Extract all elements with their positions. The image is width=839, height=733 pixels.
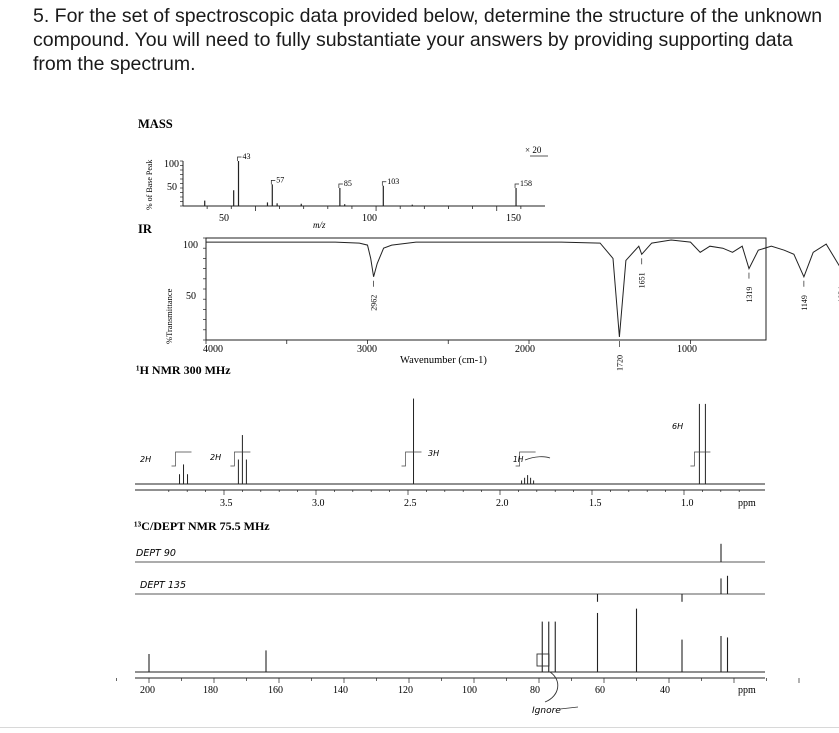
ir-spectrum	[138, 222, 839, 371]
h-nmr-xtick-3.0: 3.0	[312, 498, 325, 509]
ir-peak-label: 1720	[615, 354, 625, 371]
c-nmr-spectrum	[117, 519, 800, 716]
ir-xlabel: Wavenumber (cm-1)	[400, 355, 487, 366]
question-text: 5. For the set of spectroscopic data provided below, determine the structure of the unknown compound. You will need to fully substantiate your answers by providing supporting data from the spectrum.	[33, 5, 823, 75]
h-nmr-integral	[690, 452, 710, 466]
ir-xtick-4000: 4000	[203, 344, 223, 355]
c-nmr-title: ¹³C/DEPT NMR 75.5 MHz	[134, 519, 270, 533]
c-nmr-xtick-80: 80	[530, 685, 540, 696]
h-nmr-xtick-1.5: 1.5	[589, 498, 602, 509]
ir-ytick-50: 50	[186, 291, 196, 302]
ir-peak-label: 2962	[369, 294, 379, 311]
h-nmr-spectrum	[135, 363, 765, 509]
mass-xtick-150: 150	[506, 213, 521, 224]
ir-ylabel: %Transmittance	[164, 288, 174, 344]
mass-ytick-100: 100	[164, 159, 179, 170]
ir-peak-label: 1319	[744, 286, 754, 303]
h-nmr-note-1h: 1H	[513, 455, 524, 464]
c-nmr-xtick-140: 140	[333, 685, 348, 696]
c-nmr-xtick-60: 60	[595, 685, 605, 696]
mass-peak-label: 43	[242, 152, 251, 161]
h-nmr-integral	[172, 452, 192, 466]
c-nmr-ignore-box	[537, 654, 549, 666]
c-nmr-xtick-120: 120	[398, 685, 413, 696]
mass-scale-note: × 20	[525, 145, 542, 155]
c-nmr-unit: ppm	[738, 685, 756, 696]
ir-xtick-1000: 1000	[677, 344, 697, 355]
dept90-label: DEPT 90	[136, 548, 176, 559]
c-nmr-xtick-160: 160	[268, 685, 283, 696]
h-nmr-note-3h: 3H	[428, 449, 440, 458]
c-nmr-ignore-note: Ignore	[532, 706, 561, 716]
h-nmr-integral	[402, 452, 422, 466]
ir-ytick-100: 100	[183, 240, 198, 251]
ir-peak-label: 1651	[637, 272, 647, 289]
h-nmr-title: ¹H NMR 300 MHz	[136, 363, 231, 377]
h-nmr-note-2h-a: 2H	[140, 455, 152, 464]
mass-ytick-50: 50	[167, 182, 177, 193]
h-nmr-note-6h: 6H	[672, 422, 684, 431]
h-nmr-integral	[230, 452, 250, 466]
c-nmr-xtick-100: 100	[462, 685, 477, 696]
dept135-label: DEPT 135	[140, 580, 187, 591]
ir-xtick-3000: 3000	[357, 344, 377, 355]
page-divider	[0, 727, 839, 728]
ir-xtick-2000: 2000	[515, 344, 535, 355]
h-nmr-xtick-2.0: 2.0	[496, 498, 509, 509]
mass-title: MASS	[138, 117, 173, 131]
mass-peak-label: 85	[343, 179, 352, 188]
h-nmr-xtick-1.0: 1.0	[681, 498, 694, 509]
mass-peak-label: 57	[276, 175, 285, 185]
ir-title: IR	[138, 222, 152, 236]
mass-ylabel: % of Base Peak	[145, 159, 154, 210]
mass-peak-label: 103	[387, 176, 400, 186]
h-nmr-unit: ppm	[738, 498, 756, 509]
mass-xtick-100: 100	[362, 213, 377, 224]
h-nmr-xtick-3.5: 3.5	[220, 498, 233, 509]
c-nmr-xtick-200: 200	[140, 685, 155, 696]
c-nmr-xtick-40: 40	[660, 685, 670, 696]
mass-xlabel: m/z	[313, 220, 326, 230]
ir-frame	[206, 238, 766, 340]
mass-spectrum	[138, 117, 548, 230]
mass-xtick-50: 50	[219, 213, 229, 224]
mass-peak-label: 158	[520, 179, 533, 188]
ir-peak-label: 1149	[799, 295, 809, 311]
h-nmr-xtick-2.5: 2.5	[404, 498, 417, 509]
h-nmr-note-2h-b: 2H	[210, 453, 222, 462]
c-nmr-xtick-180: 180	[203, 685, 218, 696]
